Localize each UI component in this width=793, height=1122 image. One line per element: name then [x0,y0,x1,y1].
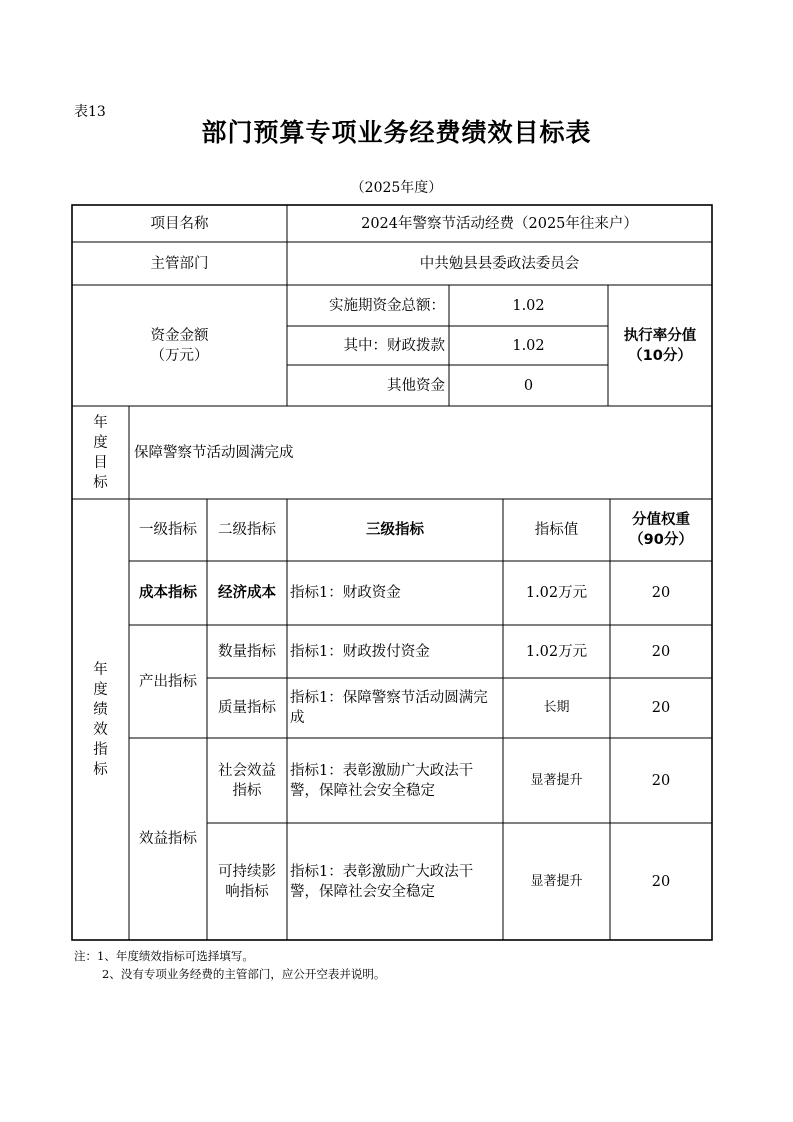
row3-value: 长期 [543,700,570,715]
header-weight-cell [610,499,712,561]
funds-unit: （万元） [150,347,209,364]
row3-weight: 20 [651,700,671,716]
header-weight: 分值权重 [632,512,690,528]
row5-weight: 20 [651,873,671,890]
project-name-value: 2024年警察节活动经费（2025年往来户） [361,215,638,232]
department-label: 主管部门 [150,255,209,272]
indicator-section-label: 年度绩效指标 [93,661,108,778]
funds-other-label: 其他资金 [387,377,445,394]
row5-level3: 指标1：表彰激励广大政法干警，保障社会安全稳定 [290,863,474,900]
funds-label-cell [72,285,287,406]
header-level2: 二级指标 [218,522,276,538]
annual-goal-label: 年度目标 [93,414,108,491]
execution-rate-label: 执行率分值 [623,327,697,344]
group-benefit: 效益指标 [139,831,197,847]
table-number: 表13 [74,104,106,120]
project-name-label: 项目名称 [150,215,209,232]
budget-year: （2025年度） [350,180,443,196]
group-output: 产出指标 [139,673,197,690]
funds-total-value: 1.02 [512,297,545,314]
row4-value: 显著提升 [530,772,583,788]
row2-level2: 数量指标 [218,643,276,660]
row5-value: 显著提升 [530,873,583,889]
row5-level2: 可持续影响指标 [218,863,276,900]
note-2: 2、没有专项业务经费的主管部门，应公开空表并说明。 [102,967,386,981]
row4-level3: 指标1：表彰激励广大政法干警，保障社会安全稳定 [290,762,474,799]
row4-level2: 社会效益指标 [218,762,276,799]
page-title: 部门预算专项业务经费绩效目标表 [201,118,592,147]
header-level3: 三级指标 [366,522,424,538]
execution-rate-cell [608,285,712,406]
row1-value: 1.02万元 [525,585,588,601]
row1-weight: 20 [651,585,671,601]
funds-fiscal-value: 1.02 [512,337,545,354]
header-value: 指标值 [534,522,579,538]
row2-level3: 指标1：财政拨付资金 [290,643,430,660]
row3-level3: 指标1：保障警察节活动圆满完成 [290,690,488,726]
row4-weight: 20 [651,772,671,789]
funds-label: 资金金额 [150,327,209,344]
row1-level2: 经济成本 [218,585,276,601]
header-level1: 一级指标 [139,522,197,538]
row2-weight: 20 [651,643,671,660]
header-weight-score: （90分） [629,532,693,548]
row2-value: 1.02万元 [525,643,588,660]
row1-level3: 指标1：财政资金 [290,585,401,601]
group-cost: 成本指标 [139,585,197,601]
funds-total-label: 实施期资金总额： [329,297,445,314]
funds-fiscal-label: 其中：财政拨款 [343,337,445,354]
funds-other-value: 0 [523,377,534,394]
department-value: 中共勉县县委政法委员会 [419,255,580,272]
row3-level2: 质量指标 [218,700,276,716]
execution-rate-score: （10分） [628,347,692,364]
note-1: 注：1、年度绩效指标可选择填写。 [74,949,254,963]
annual-goal-value: 保障警察节活动圆满完成 [134,444,294,461]
